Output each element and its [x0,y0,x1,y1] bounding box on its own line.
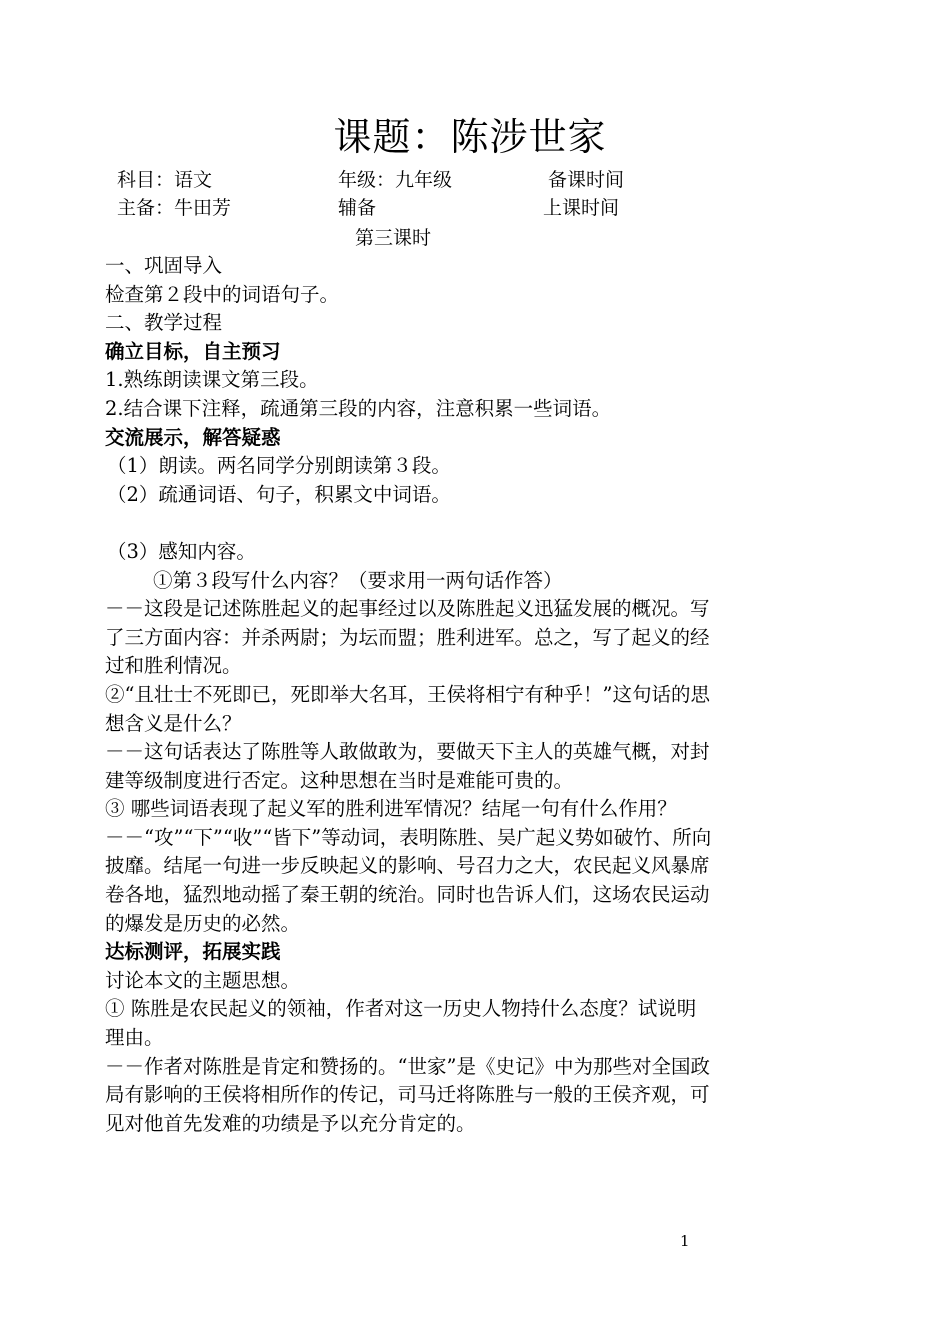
answer: －－“攻”“下”“收”“皆下”等动词，表明陈胜、吴广起义势如破竹、所向披靡。结尾一句进一步反映起义的影响、号召力之大，农民起义风暴席卷各地，猛烈地动摇了秦王朝的统治。同时也告诉人们，这场农民运动的爆发是历史的必然。 [105,825,712,935]
body-line: 讨论本文的主题思想。 [105,968,301,992]
meta-subject: 科目：语文 [117,169,213,191]
meta-assist: 辅备 [338,197,377,219]
meta-prep-time: 备课时间 [548,169,625,191]
body-line: （1）朗读。两名同学分别朗读第３段。 [107,454,451,478]
meta-grade: 年级：九年级 [338,169,453,191]
body-line: 1.熟练朗读课文第三段。 [105,368,319,392]
step-heading: 交流展示，解答疑惑 [105,425,281,449]
meta-class-time: 上课时间 [543,197,620,219]
question: ① 陈胜是农民起义的领袖，作者对这一历史人物持什么态度？试说明理由。 [105,997,697,1050]
question: ①第３段写什么内容？（要求用一两句话作答） [153,568,563,592]
body-line: 2.结合课下注释，疏通第三段的内容，注意积累一些词语。 [105,396,612,420]
section-heading: 一、巩固导入 [105,254,223,277]
meta-lead: 主备：牛田芳 [117,197,232,219]
step-heading: 达标测评，拓展实践 [105,940,281,964]
body-line: （3）感知内容。 [107,539,256,563]
step-heading: 确立目标，自主预习 [105,339,281,363]
document-body [105,252,715,1138]
question: ③ 哪些词语表现了起义军的胜利进军情况？结尾一句有什么作用？ [105,797,677,821]
body-line: 检查第２段中的词语句子。 [105,282,340,306]
section-heading: 二、教学过程 [105,311,223,335]
question: ②“且壮士不死即已，死即举大名耳，王侯将相宁有种乎！”这句话的思想含义是什么？ [105,682,710,735]
page-title: 课题：陈涉世家 [333,115,607,159]
lesson-label: 第三课时 [355,227,432,249]
page-number: 1 [680,1232,690,1250]
answer: －－作者对陈胜是肯定和赞扬的。“世家”是《史记》中为那些对全国政局有影响的王侯将相所作的传记，司马迁将陈胜与一般的王侯齐观，可见对他首先发难的功绩是予以充分肯定的。 [105,1054,710,1135]
blank-line [105,509,715,538]
answer: －－这句话表达了陈胜等人敢做敢为，要做天下主人的英雄气概，对封建等级制度进行否定。这种思想在当时是难能可贵的。 [105,740,710,792]
body-line: （2）疏通词语、句子，积累文中词语。 [107,482,451,506]
answer: －－这段是记述陈胜起义的起事经过以及陈胜起义迅猛发展的概况。写了三方面内容：并杀两尉；为坛而盟；胜利进军。总之，写了起义的经过和胜利情况。 [105,597,710,678]
